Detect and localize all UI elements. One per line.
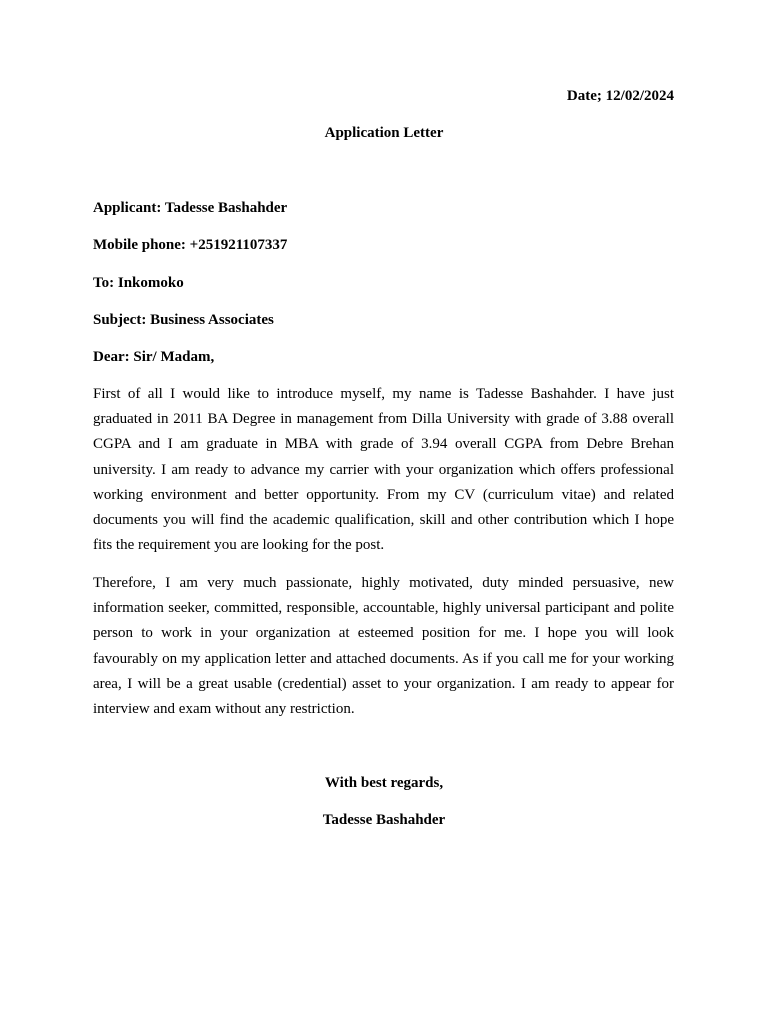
salutation: Dear: Sir/ Madam, bbox=[93, 349, 215, 365]
mobile-phone-line: Mobile phone: +251921107337 bbox=[93, 237, 288, 253]
recipient-line: To: Inkomoko bbox=[93, 275, 184, 291]
body-paragraph-1: First of all I would like to introduce myself, my name is Tadesse Bashahder. I have just graduated in 2011 BA Degree in management from Dilla University with grade of 3.88 overall CGPA and I am graduate in MBA with grade of 3.94 overall CGPA from Debre Brehan university. I am ready to advance my carrier with your organization which offers professional working environment and better opportunity. From my CV (curriculum vitae) and related documents you will find the academic qualification, skill and other contribution which I hope fits the requirement you are looking for the post. bbox=[93, 386, 674, 554]
applicant-line: Applicant: Tadesse Bashahder bbox=[93, 200, 288, 216]
subject-line: Subject: Business Associates bbox=[93, 312, 274, 328]
closing-phrase: With best regards, bbox=[324, 775, 444, 791]
body-paragraph-2: Therefore, I am very much passionate, highly motivated, duty minded persuasive, new information seeker, committed, responsible, accountable, highly universal participant and polite person to work in your organization at esteemed position for me. I hope you will look favourably on my application letter and attached documents. As if you call me for your working area, I will be a great usable (credential) asset to your organization. I am ready to appear for interview and exam without any restriction. bbox=[93, 575, 674, 718]
signature-name: Tadesse Bashahder bbox=[322, 812, 446, 828]
letter-date: Date; 12/02/2024 bbox=[566, 88, 674, 104]
letter-title: Application Letter bbox=[324, 125, 444, 141]
